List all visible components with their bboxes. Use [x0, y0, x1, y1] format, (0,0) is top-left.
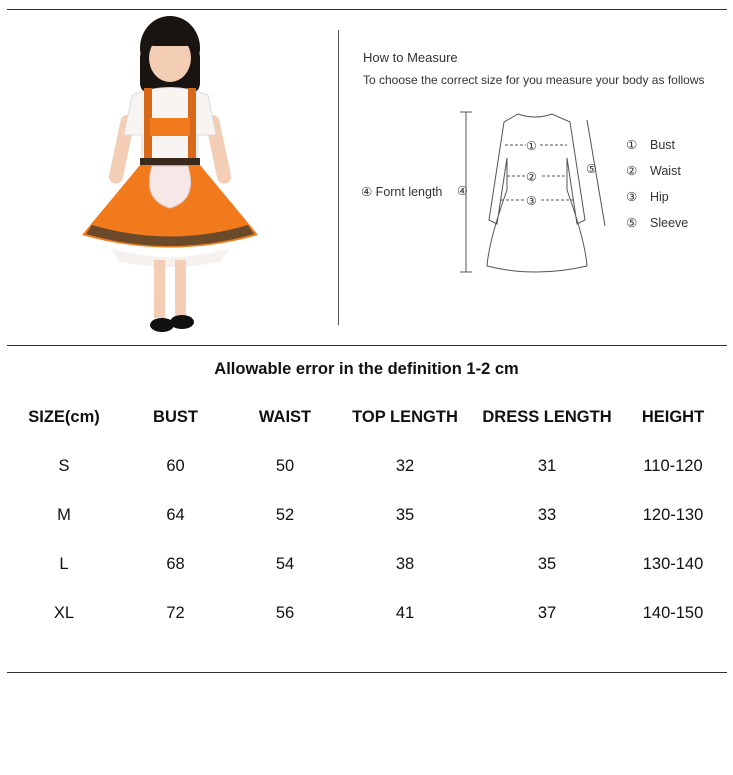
- table-cell: 41: [395, 604, 415, 622]
- header-size: SIZE(cm): [28, 407, 100, 426]
- table-cell: 140-150: [642, 604, 704, 622]
- table-cell: 110-120: [643, 457, 703, 475]
- table-cell: 56: [275, 604, 295, 622]
- table-cell: L: [59, 555, 69, 573]
- right-shoe: [170, 315, 194, 329]
- legend-label: Sleeve: [650, 216, 689, 230]
- table-cell: 31: [537, 457, 557, 475]
- table-cell: 32: [395, 457, 415, 475]
- header-dress-length: DRESS LENGTH: [482, 407, 612, 426]
- table-cell: M: [57, 506, 71, 524]
- table-cell: 37: [537, 604, 557, 622]
- bib: [150, 118, 190, 136]
- table-cell: 38: [395, 555, 415, 573]
- belt: [140, 158, 200, 166]
- length-mark: ④: [457, 184, 468, 198]
- allowable-error-note: Allowable error in the definition 1-2 cm: [214, 360, 519, 378]
- table-cell: 50: [275, 457, 295, 475]
- table-cell: 72: [166, 604, 185, 622]
- table-cell: 33: [537, 506, 557, 524]
- table-row: [10, 491, 725, 540]
- table-cell: 130-140: [642, 555, 704, 573]
- sleeve-mark: ⑤: [586, 162, 597, 176]
- table-header-row: [10, 392, 725, 442]
- legend-item: [626, 137, 675, 152]
- measure-subtitle: To choose the correct size for you measure your body as follows: [363, 73, 705, 87]
- measure-title: How to Measure: [363, 50, 458, 65]
- size-table: [10, 392, 725, 638]
- bangs: [148, 32, 192, 46]
- right-leg: [175, 260, 186, 318]
- legend-item: [626, 163, 681, 178]
- legend-num: ①: [626, 138, 638, 152]
- table-cell: 60: [166, 457, 185, 475]
- middle-divider: [7, 345, 727, 346]
- legend-item: [626, 215, 688, 230]
- bottom-divider: [7, 672, 727, 673]
- vertical-divider: [338, 30, 339, 325]
- left-leg: [154, 260, 165, 318]
- front-length-label: ④ Fornt length: [361, 185, 443, 199]
- header-bust: BUST: [153, 407, 198, 426]
- legend-num: ⑤: [626, 216, 638, 230]
- table-row: [10, 442, 725, 491]
- table-cell: 35: [395, 506, 415, 524]
- legend-item: [626, 189, 669, 204]
- petticoat: [110, 248, 230, 267]
- left-shoe: [150, 318, 174, 332]
- legend-label: Hip: [650, 190, 669, 204]
- waist-mark: ②: [526, 170, 537, 184]
- table-cell: 68: [166, 555, 185, 573]
- table-row: [10, 589, 725, 638]
- table-cell: 35: [537, 555, 557, 573]
- table-cell: 52: [275, 506, 295, 524]
- table-cell: XL: [53, 604, 75, 622]
- legend-label: Waist: [650, 164, 681, 178]
- table-cell: 64: [166, 506, 185, 524]
- table-cell: 54: [275, 555, 295, 573]
- legend-num: ②: [626, 164, 638, 178]
- hip-mark: ③: [526, 194, 537, 208]
- legend-num: ③: [626, 190, 638, 204]
- bust-mark: ①: [526, 139, 537, 153]
- header-height: HEIGHT: [641, 407, 705, 426]
- product-photo: [70, 10, 270, 344]
- table-cell: 120-130: [642, 506, 704, 524]
- header-waist: WAIST: [258, 407, 312, 426]
- header-top-length: TOP LENGTH: [352, 407, 458, 426]
- legend-label: Bust: [650, 138, 676, 152]
- table-cell: S: [58, 457, 70, 475]
- table-row: [10, 540, 725, 589]
